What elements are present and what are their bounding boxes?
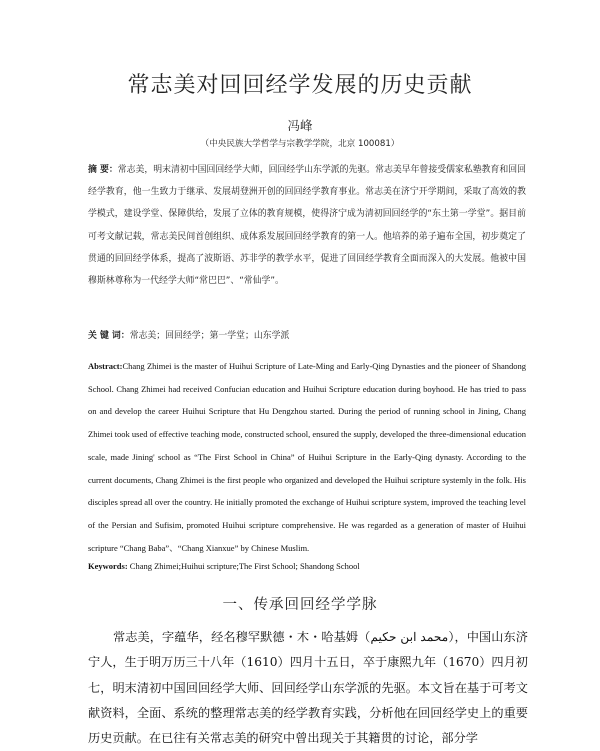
abstract-english-text: Chang Zhimei is the master of Huihui Scripture of Late-Ming and Early-Qing Dynasties and the pioneer of Shandong School. Chang Zhimei had received Confucian education and Huihui Scripture education during boyhood. He has tried to pass on and develop the career Huihui Scripture that Hu Dengzhou started. During the period of running school in Jining, Chang Zhimei took used of effective teaching mode, constructed school, ensured the supply, developed the three-dimensional education scale, made Jining' school as “The First School in China” of Huihui Scripture in the Early-Qing dynasty. According to the current documents, Chang Zhimei is the first people who organized and developed the Huihui scripture systemly in the folk. His disciples spread all over the country. He initially promoted the exchange of Huihui scripture system, improved the teaching level of the Persian and Sufisim, promoted Huihui scripture comprehensive. He was regarded as a generation of master of Huihui scripture “Chang Baba”、“Chang Xianxue” by Chinese Muslim. xyxy=(88,361,526,553)
paper-title: 常志美对回回经学发展的历史贡献 xyxy=(127,73,473,98)
section-heading: 一、传承回回经学学脉 xyxy=(222,597,378,613)
author-affiliation: （中央民族大学哲学与宗教学学院，北京 100081） xyxy=(200,139,400,149)
keywords-chinese-label: 关 键 词： xyxy=(88,331,130,341)
body-paragraph: 常志美，字蕴华，经名穆罕默德・木・哈基姆（محمد ابن حكيم），中国山东济宁人，生于明万历三十八年（1610）四月十五日，卒于康熙九年（1670）四月初七，明末清初中国回回经学大师、回回经学山东学派的先驱。本文旨在基于可考文献资料，全面、系统的整理常志美的经学教育实践，分析他在回回经学史上的重要历史贡献。在已往有关常志美的研究中曾出现关于其籍贯的讨论，部分学 xyxy=(88,630,528,746)
keywords-chinese xyxy=(88,328,526,341)
abstract-chinese xyxy=(88,159,526,292)
abstract-chinese-text: 常志美，明末清初中国回回经学大师，回回经学山东学派的先驱。常志美早年曾接受儒家私塾教育和回回经学教育，他一生致力于继承、发展胡登洲开创的回回经学教育事业。常志美在济宁开学期间，采取了高效的教学模式，建设学堂、保障供给，发展了立体的教育规模，使得济宁成为清初回回经学的“东土第一学堂”。据目前可考文献记载，常志美民间首创组织、成体系发展回回经学教育的第一人。他培养的弟子遍布全国，初步奠定了贯通的回回经学体系，提高了波斯语、苏非学的教学水平，促进了回回经学教育全面而深入的大发展。他被中国穆斯林尊称为一代经学大师“常巴巴”、“常仙学”。 xyxy=(88,165,526,287)
keywords-english-label: Keywords: xyxy=(88,561,128,571)
keywords-english xyxy=(88,561,526,571)
abstract-english-label: Abstract: xyxy=(88,361,123,371)
keywords-english-text: Chang Zhimei;Huihui scripture;The First School; Shandong School xyxy=(129,561,360,571)
abstract-chinese-label: 摘 要： xyxy=(88,165,118,175)
abstract-english xyxy=(88,355,526,559)
keywords-chinese-text: 常志美；回回经学；第一学堂；山东学派 xyxy=(129,331,290,341)
author-name: 冯峰 xyxy=(287,118,313,133)
